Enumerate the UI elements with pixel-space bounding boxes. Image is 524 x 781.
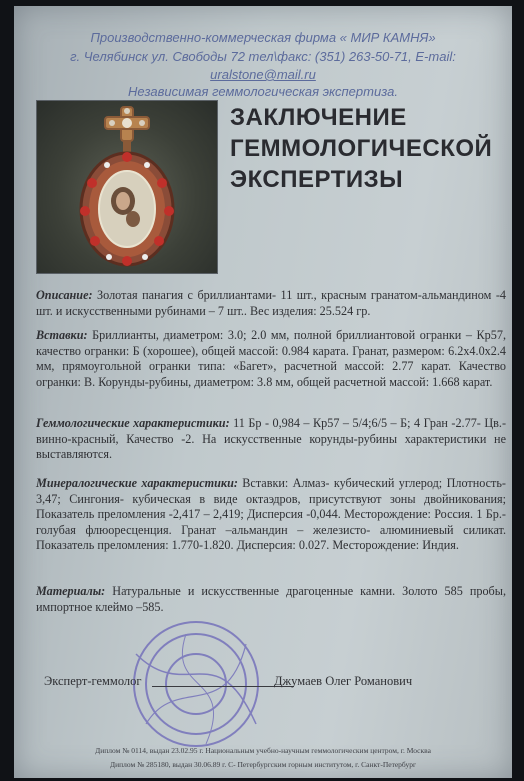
inserts-paragraph — [36, 328, 506, 390]
title-line-3: ЭКСПЕРТИЗЫ — [230, 166, 404, 193]
signature-line — [152, 686, 294, 687]
description-label: Описание: — [36, 288, 93, 302]
expert-name: Джумаев Олег Романович — [274, 674, 413, 688]
inserts-text: Бриллианты, диаметром: 3.0; 2.0 мм, полной бриллиантовой огранки – Кр57, качество огранки: Б (хорошее), общей массой: 0.984 карата. Гранат, размером: 6.2x4.0x2.4 мм, прямоугольной огранки типа: «Багет», расчетной массой: 2.77 карат. Качество огранки: В. Корунды-рубины, диаметром: 3.8 мм, общей расчетной массой: 1.668 карат. — [36, 328, 506, 389]
materials-paragraph — [36, 584, 506, 615]
footer-diploma-2: Диплом № 285180, выдан 30.06.89 г. С- Петербургским горным институтом, г. Санкт-Петербург — [109, 760, 417, 769]
gemological-label: Геммологические характеристики: — [36, 416, 230, 430]
materials-label: Материалы: — [36, 584, 106, 598]
panagia-photo — [36, 100, 218, 274]
header-company-line: Производственно-коммерческая фирма « МИР КАМНЯ» — [90, 30, 436, 45]
header-expertise-line: Независимая геммологическая экспертиза. — [128, 84, 398, 99]
email-link[interactable]: uralstone@mail.ru — [210, 67, 316, 82]
gemological-text: 11 Бр - 0,984 – Кр57 – 5/4;6/5 – Б; 4 Гран -2.77- Цв.-винно-красный, Качество -2. На искусственные корунды-рубины характеристики не выставляются. — [36, 416, 507, 461]
panagia-image — [37, 101, 217, 273]
expert-label: Эксперт-геммолог — [44, 674, 142, 688]
header-address-line: г. Челябинск ул. Свободы 72 тел\факс: (351) 263-50-71, E-mail: — [70, 49, 456, 64]
gemological-paragraph — [36, 416, 506, 463]
mineralogical-text: Вставки: Алмаз- кубический углерод; Плотность- 3,47; Сингония- кубическая в виде октаэдров, присутствуют зоны двойникования; Показатель преломления -2,417 – 2,419; Дисперсия -0,044. Месторождение: Россия. 1 Бр.- голубая флюоресценция. Гранат –альмандин – железисто- алюминиевый силикат. Показатель преломления: 1.770-1.820. Дисперсия: 0.027. Месторождение: Индия. — [36, 476, 506, 552]
round-seal-stamp — [126, 614, 266, 754]
inserts-label: Вставки: — [36, 328, 88, 342]
materials-text: Натуральные и искусственные драгоценные камни. Золото 585 пробы, импортное клеймо –585. — [36, 584, 506, 614]
certificate-sheet — [14, 6, 512, 778]
document-title — [230, 102, 510, 195]
description-paragraph — [36, 288, 506, 319]
title-line-2: ГЕММОЛОГИЧЕСКОЙ — [230, 135, 493, 162]
title-line-1: ЗАКЛЮЧЕНИЕ — [230, 104, 407, 131]
description-text: Золотая панагия с бриллиантами- 11 шт., красным гранатом-альмандином -4 шт. и искусственными рубинами – 7 шт.. Вес изделия: 25.524 гр. — [36, 288, 506, 318]
footer-diploma-1: Диплом № 0114, выдан 23.02.95 г. Национальным учебно-научным геммологическим центром, г. Москва — [95, 746, 431, 755]
mineralogical-paragraph — [36, 476, 506, 554]
header-email — [14, 67, 512, 83]
mineralogical-label: Минералогические характеристики: — [36, 476, 238, 490]
